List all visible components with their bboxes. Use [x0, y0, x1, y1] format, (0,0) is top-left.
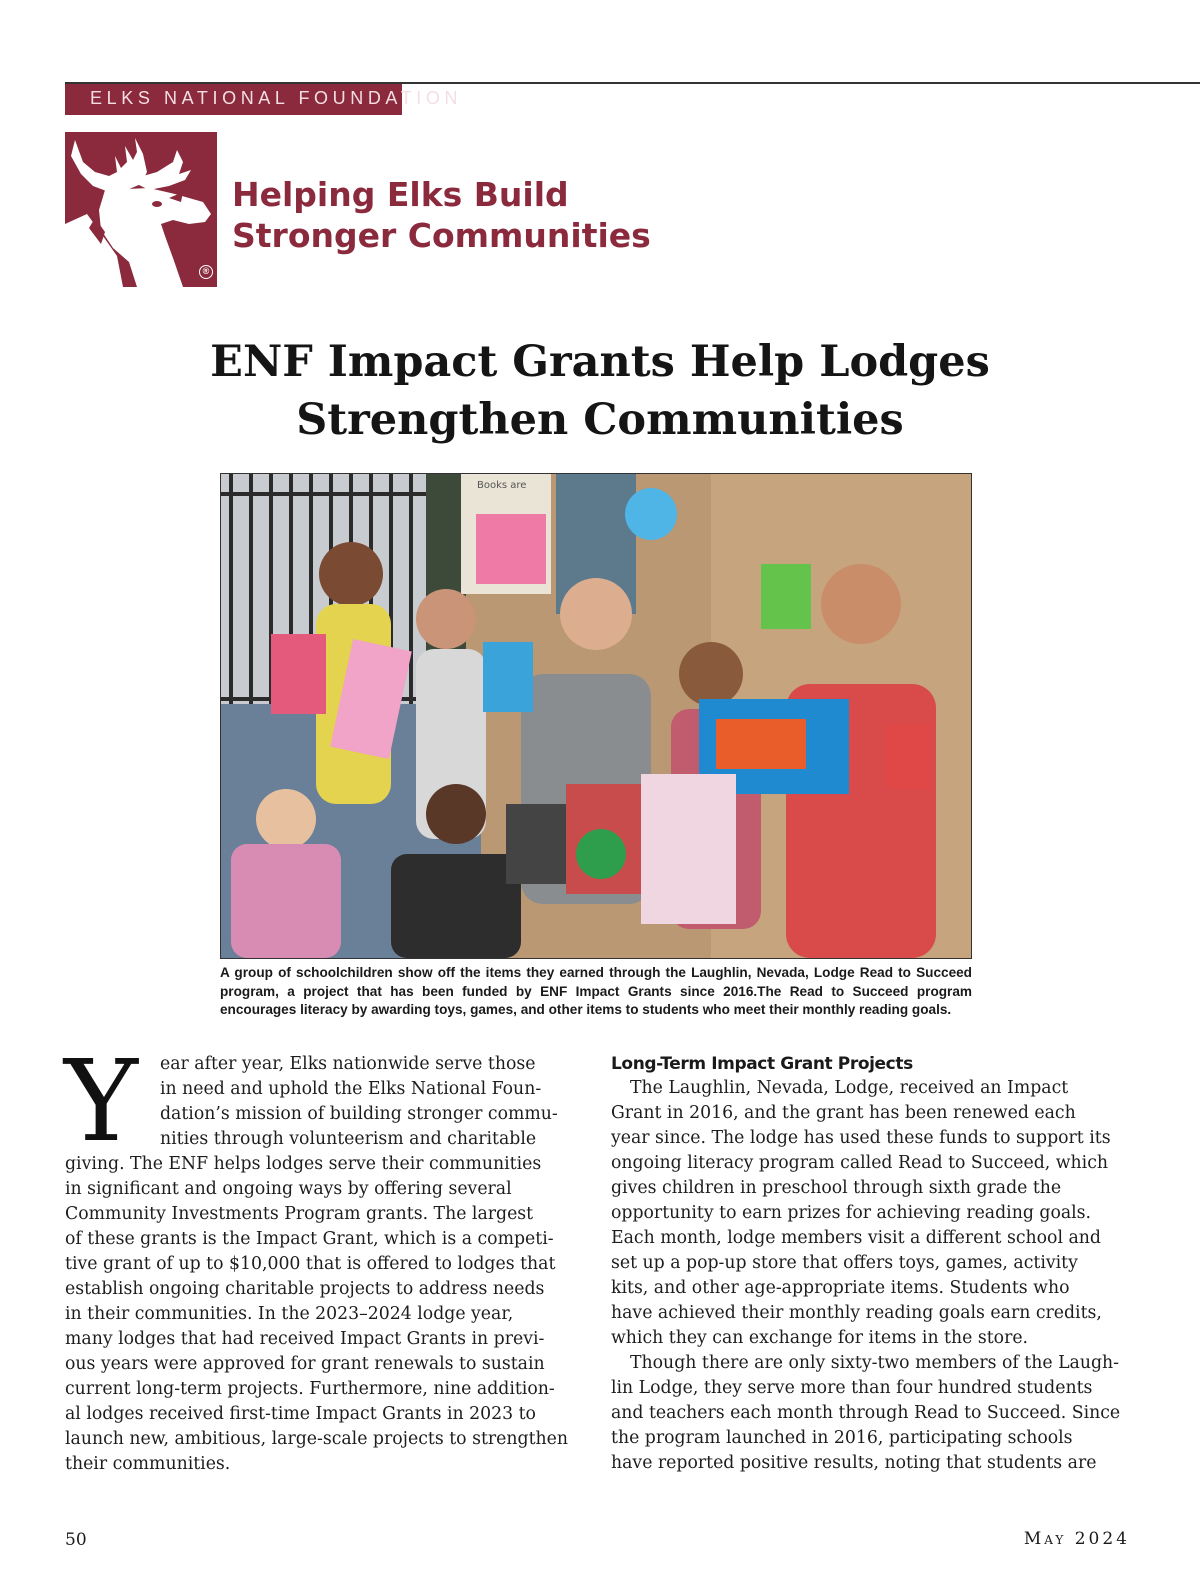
tagline-line-2: Stronger Communities [232, 216, 651, 255]
photo-sign-text: Books are [477, 480, 527, 491]
page-number: 50 [65, 1530, 87, 1550]
body-line: Community Investments Program grants. The largest [65, 1204, 534, 1224]
body-line: which they can exchange for items in the store. [611, 1328, 1029, 1348]
body-line: and teachers each month through Read to Succeed. Since [611, 1403, 1121, 1423]
headline-line-1: ENF Impact Grants Help Lodges [210, 337, 990, 387]
body-line: many lodges that had received Impact Grants in previ- [65, 1329, 545, 1349]
body-line: in significant and ongoing ways by offering several [65, 1179, 512, 1199]
body-line: ous years were approved for grant renewals to sustain [65, 1354, 545, 1374]
body-line: gives children in preschool through sixth grade the [611, 1178, 1062, 1198]
body-line: kits, and other age-appropriate items. Students who [611, 1278, 1070, 1298]
body-line: of these grants is the Impact Grant, which is a competi- [65, 1229, 554, 1249]
registered-mark: ® [199, 265, 213, 279]
body-line: ear after year, Elks nationwide serve those [160, 1054, 536, 1074]
body-line: the program launched in 2016, participating schools [611, 1428, 1073, 1448]
elk-head-logo [65, 132, 217, 287]
body-line: set up a pop-up store that offers toys, games, activity [611, 1253, 1078, 1273]
tagline-line-1: Helping Elks Build [232, 175, 569, 214]
body-line: nities through volunteerism and charitable [160, 1129, 537, 1149]
body-line: tive grant of up to $10,000 that is offered to lodges that [65, 1254, 556, 1274]
article-headline [100, 333, 1100, 449]
body-line: have reported positive results, noting that students are [611, 1453, 1097, 1473]
issue-date: May 2024 [1023, 1529, 1130, 1549]
body-line: The Laughlin, Nevada, Lodge, received an Impact [630, 1078, 1069, 1098]
body-line: in their communities. In the 2023–2024 lodge year, [65, 1304, 514, 1324]
article-photo [220, 473, 972, 959]
section-subhead: Long-Term Impact Grant Projects [611, 1054, 913, 1074]
right-column [611, 1052, 1133, 1476]
body-line: ongoing literacy program called Read to Succeed, which [611, 1153, 1109, 1173]
body-line: their communities. [65, 1454, 231, 1474]
tagline [232, 174, 651, 256]
body-line: year since. The lodge has used these funds to support its [611, 1128, 1111, 1148]
body-line: al lodges received first-time Impact Grants in 2023 to [65, 1404, 536, 1424]
body-line: opportunity to earn prizes for achieving reading goals. [611, 1203, 1092, 1223]
body-line: establish ongoing charitable projects to address needs [65, 1279, 545, 1299]
photo-caption: A group of schoolchildren show off the items they earned through the Laughlin, Nevada, Lodge Read to Succeed program, a project that has been funded by ENF Impact Grants since 2016.The Read to Succeed program encourages literacy by awarding toys, games, and other items to students who meet their monthly reading goals. [220, 965, 972, 1017]
body-line: current long-term projects. Furthermore, nine addition- [65, 1379, 555, 1399]
headline-line-2: Strengthen Communities [296, 395, 904, 445]
body-line: in need and uphold the Elks National Foun- [160, 1079, 542, 1099]
photo-schoolchildren-with-prizes-icon [221, 474, 971, 958]
elk-head-icon [65, 132, 217, 287]
body-line: launch new, ambitious, large-scale projects to strengthen [65, 1429, 568, 1449]
body-line: Each month, lodge members visit a different school and [611, 1228, 1101, 1248]
section-tag: ELKS NATIONAL FOUNDATION [90, 88, 463, 108]
body-line: have achieved their monthly reading goals earn credits, [611, 1303, 1102, 1323]
body-line: Though there are only sixty-two members of the Laugh- [630, 1353, 1120, 1373]
body-line: dation’s mission of building stronger commu- [160, 1104, 558, 1124]
left-column [65, 1052, 583, 1477]
drop-cap: Y [64, 1037, 138, 1167]
body-line: lin Lodge, they serve more than four hundred students [611, 1378, 1093, 1398]
body-line: Grant in 2016, and the grant has been renewed each [611, 1103, 1076, 1123]
body-line: giving. The ENF helps lodges serve their communities [65, 1154, 542, 1174]
